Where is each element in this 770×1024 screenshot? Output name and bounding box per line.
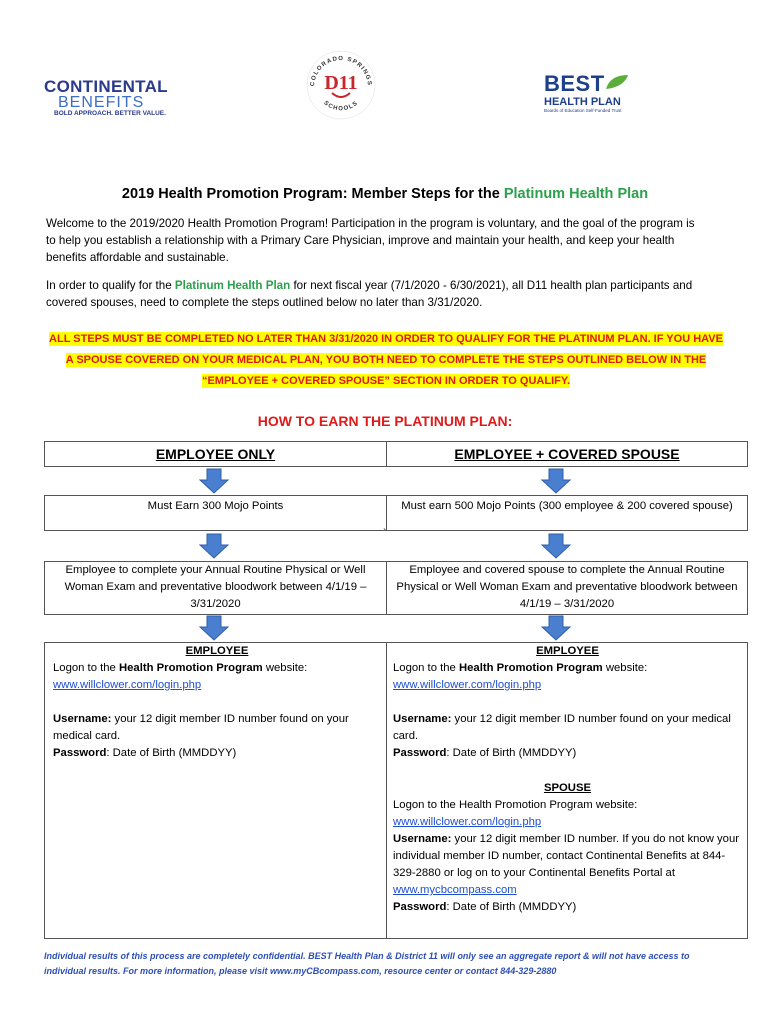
- continental-benefits-logo: [44, 78, 174, 120]
- qualify-prefix: In order to qualify for the: [46, 279, 175, 292]
- stray-mark: `: [383, 528, 387, 539]
- how-to-heading: HOW TO EARN THE PLATINUM PLAN:: [257, 413, 513, 429]
- qualify-paragraph: [46, 277, 706, 311]
- spouse-heading: SPOUSE: [543, 782, 592, 794]
- down-arrow-icon: [199, 468, 229, 494]
- step3-employee-password: [53, 745, 381, 762]
- employee-only-label: EMPLOYEE ONLY: [155, 446, 276, 462]
- step3-spouse-password: [393, 745, 742, 762]
- best-logo-line3: Boards of Education Self-Funded Trust: [544, 108, 622, 113]
- step3-employee-logon: [53, 660, 381, 677]
- login-link[interactable]: www.willclower.com/login.php: [53, 679, 202, 691]
- step3-employee-heading: EMPLOYEE: [185, 645, 249, 657]
- spouse-logon: Logon to the Health Promotion Program website:: [393, 799, 638, 811]
- qualify-suffix: for next fiscal year (7/1/2020 - 6/30/2021), all D11 health plan participants and covered spouses, need to complete the steps outlined below no later than 3/31/2020.: [46, 279, 693, 309]
- warning-text: ALL STEPS MUST BE COMPLETED NO LATER THAN 3/31/2020 IN ORDER TO QUALIFY FOR THE PLATINUM PLAN. IF YOU HAVE A SPOUSE COVERED ON YOUR MEDICAL PLAN, YOU BOTH NEED TO COMPLETE THE STEPS OUTLINED BELOW IN THE “EMPLOYEE + COVERED SPOUSE” SECTION IN ORDER TO QUALIFY.: [49, 333, 723, 387]
- step2-employee: [44, 561, 387, 615]
- best-logo-line2: HEALTH PLAN: [544, 96, 621, 108]
- title-prefix: 2019 Health Promotion Program: Member Steps for the: [121, 186, 504, 202]
- step3-spouse: [386, 642, 748, 939]
- down-arrow-icon: [541, 533, 571, 559]
- d11-name: D11: [324, 72, 358, 94]
- step1-employee-text: Must Earn 300 Mojo Points: [147, 500, 284, 512]
- spouse-username: [393, 831, 742, 899]
- down-arrow-icon: [541, 468, 571, 494]
- login-link[interactable]: www.willclower.com/login.php: [393, 679, 542, 691]
- logon-suffix: website:: [602, 662, 648, 674]
- logon-prefix: Logon to the: [53, 662, 119, 674]
- step3-spouse-logon: [393, 660, 742, 677]
- spouse-password: [393, 899, 742, 916]
- best-health-plan-logo: [544, 73, 639, 123]
- d11-arc-top: COLORADO SPRINGS: [309, 55, 373, 87]
- step2-spouse: [386, 561, 748, 615]
- step3-spouse-username: [393, 711, 742, 745]
- logon-program: Health Promotion Program: [118, 662, 263, 674]
- password-text: : Date of Birth (MMDDYY): [106, 747, 237, 759]
- best-logo-line1: BEST: [544, 71, 605, 96]
- d11-arc-bottom: SCHOOLS: [322, 100, 360, 113]
- step3-employee: [44, 642, 387, 939]
- continental-logo-tagline: BOLD APPROACH. BETTER VALUE.: [54, 110, 166, 117]
- step2-spouse-text: Employee and covered spouse to complete the Annual Routine Physical or Well Woman Exam and preventative bloodwork between 4/1/19 – 3/31/2020: [396, 564, 738, 610]
- page-title: [0, 186, 770, 202]
- spouse-password-text: : Date of Birth (MMDDYY): [446, 901, 577, 913]
- step3-spouse-employee-heading: EMPLOYEE: [536, 645, 599, 657]
- down-arrow-icon: [199, 615, 229, 641]
- continental-logo-line2: BENEFITS: [58, 94, 145, 111]
- spouse-username-text: your 12 digit member ID number. If you do not know your individual member ID number, contact Continental Benefits at 844-329-2880 or log on to your Continental Benefits Portal at: [393, 833, 739, 879]
- title-highlight: Platinum Health Plan: [503, 186, 649, 202]
- logon-suffix: website:: [262, 662, 308, 674]
- down-arrow-icon: [199, 533, 229, 559]
- d11-logo: [306, 45, 376, 125]
- confidentiality-footer: Individual results of this process are completely confidential. BEST Health Plan & District 11 will only see an aggregate report & will not have access to individual results. For more information, please visit www.myCBcompass.com, resource center or contact 844-329-2880: [44, 951, 690, 976]
- spouse-username-label: Username:: [393, 833, 452, 845]
- step1-spouse-text: Must earn 500 Mojo Points (300 employee & 200 covered spouse): [401, 500, 733, 512]
- username-label: Username:: [53, 713, 112, 725]
- username-text: your 12 digit member ID number found on your medical card.: [53, 713, 349, 742]
- step3-employee-username: [53, 711, 381, 745]
- leaf-icon: [604, 73, 630, 91]
- password-label: Password: [393, 747, 447, 759]
- password-label: Password: [53, 747, 107, 759]
- username-text: your 12 digit member ID number found on your medical card.: [393, 713, 731, 742]
- qualify-highlight: Platinum Health Plan: [174, 279, 291, 292]
- spouse-password-label: Password: [393, 901, 447, 913]
- step1-spouse: [386, 495, 748, 531]
- logon-prefix: Logon to the: [393, 662, 459, 674]
- intro-paragraph: Welcome to the 2019/2020 Health Promotion Program! Participation in the program is voluntary, and the goal of the program is to help you establish a relationship with a Primary Care Physician, improve and maintain your health, and keep your health benefits affordable and sustainable.: [46, 217, 695, 264]
- logon-program: Health Promotion Program: [458, 662, 603, 674]
- employee-only-header: [44, 441, 387, 467]
- spouse-login-link[interactable]: www.willclower.com/login.php: [393, 816, 542, 828]
- step2-employee-text: Employee to complete your Annual Routine Physical or Well Woman Exam and preventative bloodwork between 4/1/19 – 3/31/2020: [64, 564, 367, 610]
- password-text: : Date of Birth (MMDDYY): [446, 747, 577, 759]
- step1-employee: [44, 495, 387, 531]
- username-label: Username:: [393, 713, 452, 725]
- employee-spouse-label: EMPLOYEE + COVERED SPOUSE: [454, 446, 680, 462]
- down-arrow-icon: [541, 615, 571, 641]
- portal-link[interactable]: www.mycbcompass.com: [393, 884, 517, 896]
- warning-notice: [44, 329, 728, 392]
- continental-logo-line1: CONTINENTAL: [44, 77, 168, 96]
- employee-spouse-header: [386, 441, 748, 467]
